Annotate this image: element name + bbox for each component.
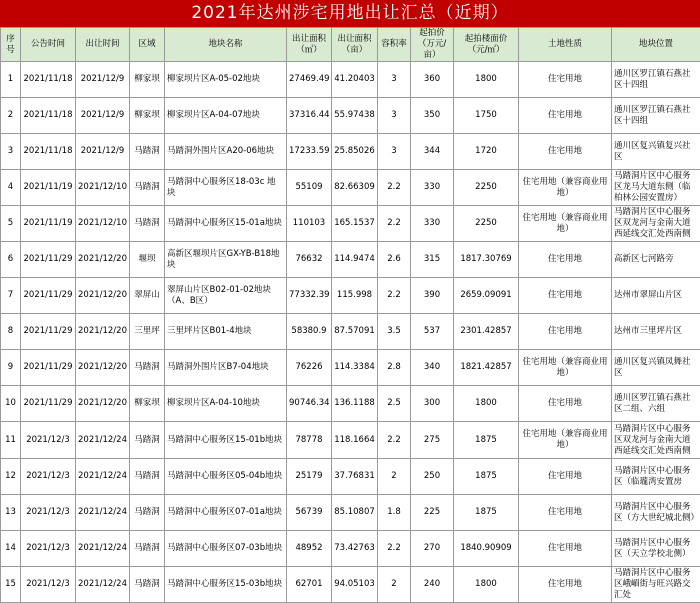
cell-seq: 4: [1, 170, 21, 206]
cell-announce-date: 2021/11/29: [21, 386, 76, 422]
column-header-land-use: 土地性质: [519, 28, 612, 62]
cell-start-price: 275: [411, 422, 454, 459]
cell-location: 马踏洞片区中心服务区峨嵋街与旺兴路交汇处: [612, 567, 700, 603]
cell-land-use: 住宅用地: [519, 242, 612, 278]
cell-land-use: 住宅用地: [519, 278, 612, 314]
cell-region: 堰坝: [130, 242, 165, 278]
table-row: [1, 62, 700, 98]
cell-area-sqm: 55109: [287, 170, 332, 206]
cell-start-floor-price: 1800: [454, 62, 519, 98]
column-header-transfer-date: 出让时间: [76, 28, 130, 62]
cell-area-sqm: 27469.49: [287, 62, 332, 98]
cell-seq: 14: [1, 531, 21, 567]
cell-area-mu: 73.42763: [332, 531, 378, 567]
column-header-start-price: 起拍价（万元/亩）: [411, 28, 454, 62]
table-row: [1, 531, 700, 567]
cell-transfer-date: 2021/12/9: [76, 98, 130, 134]
column-header-start-floor-price: 起拍楼面价（元/㎡）: [454, 28, 519, 62]
cell-area-mu: 118.1664: [332, 422, 378, 459]
cell-announce-date: 2021/11/18: [21, 98, 76, 134]
cell-area-mu: 114.9474: [332, 242, 378, 278]
cell-plot-ratio: 3: [378, 134, 411, 170]
cell-land-use: 住宅用地: [519, 386, 612, 422]
cell-land-use: 住宅用地: [519, 62, 612, 98]
cell-plot-ratio: 2: [378, 567, 411, 603]
cell-plot-ratio: 3: [378, 62, 411, 98]
cell-region: 马踏洞: [130, 134, 165, 170]
cell-land-use: 住宅用地: [519, 98, 612, 134]
cell-land-use: 住宅用地: [519, 459, 612, 495]
cell-parcel-name: 马踏洞中心服务区15-03b地块: [165, 567, 287, 603]
cell-announce-date: 2021/12/3: [21, 567, 76, 603]
cell-transfer-date: 2021/12/24: [76, 531, 130, 567]
cell-seq: 8: [1, 314, 21, 350]
cell-start-price: 225: [411, 495, 454, 531]
cell-parcel-name: 翠屏山片区B02-01-02地块（A、B区）: [165, 278, 287, 314]
cell-region: 翠屏山: [130, 278, 165, 314]
cell-area-sqm: 76226: [287, 350, 332, 386]
column-header-plot-ratio: 容积率: [378, 28, 411, 62]
cell-announce-date: 2021/11/29: [21, 242, 76, 278]
cell-location: 达州市三里坪片区: [612, 314, 700, 350]
cell-region: 马踏洞: [130, 170, 165, 206]
cell-land-use: 住宅用地: [519, 531, 612, 567]
cell-transfer-date: 2021/12/24: [76, 567, 130, 603]
cell-announce-date: 2021/11/19: [21, 170, 76, 206]
cell-area-mu: 37.76831: [332, 459, 378, 495]
cell-plot-ratio: 2.2: [378, 170, 411, 206]
column-header-location: 地块位置: [612, 28, 700, 62]
cell-transfer-date: 2021/12/10: [76, 170, 130, 206]
cell-transfer-date: 2021/12/9: [76, 62, 130, 98]
cell-announce-date: 2021/11/18: [21, 134, 76, 170]
cell-transfer-date: 2021/12/20: [76, 242, 130, 278]
cell-plot-ratio: 2.2: [378, 531, 411, 567]
cell-start-floor-price: 1840.90909: [454, 531, 519, 567]
cell-area-sqm: 25179: [287, 459, 332, 495]
cell-announce-date: 2021/11/18: [21, 62, 76, 98]
cell-plot-ratio: 3.5: [378, 314, 411, 350]
cell-region: 柳家坝: [130, 98, 165, 134]
cell-land-use: 住宅用地（兼容商业用地）: [519, 170, 612, 206]
table-row: [1, 350, 700, 386]
cell-area-mu: 94.05103: [332, 567, 378, 603]
cell-seq: 2: [1, 98, 21, 134]
cell-region: 马踏洞: [130, 350, 165, 386]
cell-location: 马踏洞片区中心服务区双龙河与金南大道西延线交汇处西南侧: [612, 206, 700, 242]
cell-start-floor-price: 1821.42857: [454, 350, 519, 386]
cell-seq: 11: [1, 422, 21, 459]
cell-land-use: 住宅用地: [519, 314, 612, 350]
column-header-region: 区域: [130, 28, 165, 62]
cell-plot-ratio: 3: [378, 98, 411, 134]
table-row: [1, 206, 700, 242]
cell-location: 通川区罗江镇石燕社区十四组: [612, 98, 700, 134]
cell-start-price: 344: [411, 134, 454, 170]
cell-area-mu: 41.20403: [332, 62, 378, 98]
cell-start-floor-price: 1720: [454, 134, 519, 170]
table-row: [1, 134, 700, 170]
cell-transfer-date: 2021/12/24: [76, 495, 130, 531]
cell-seq: 9: [1, 350, 21, 386]
table-row: [1, 386, 700, 422]
cell-area-sqm: 37316.44: [287, 98, 332, 134]
cell-area-sqm: 76632: [287, 242, 332, 278]
cell-area-sqm: 17233.59: [287, 134, 332, 170]
cell-plot-ratio: 2.8: [378, 350, 411, 386]
cell-seq: 5: [1, 206, 21, 242]
cell-start-price: 537: [411, 314, 454, 350]
cell-region: 马踏洞: [130, 495, 165, 531]
cell-parcel-name: 柳家坝片区A-05-02地块: [165, 62, 287, 98]
cell-region: 马踏洞: [130, 422, 165, 459]
cell-parcel-name: 高新区堰坝片区GX-YB-B18地块: [165, 242, 287, 278]
cell-area-mu: 114.3384: [332, 350, 378, 386]
cell-area-mu: 85.10807: [332, 495, 378, 531]
cell-location: 通川区复兴镇凤舞社区: [612, 350, 700, 386]
cell-parcel-name: 马踏洞中心服务区15-01b地块: [165, 422, 287, 459]
cell-location: 达州市翠屏山片区: [612, 278, 700, 314]
cell-region: 马踏洞: [130, 567, 165, 603]
cell-land-use: 住宅用地: [519, 134, 612, 170]
cell-start-price: 330: [411, 170, 454, 206]
cell-transfer-date: 2021/12/20: [76, 278, 130, 314]
cell-start-floor-price: 1800: [454, 567, 519, 603]
cell-transfer-date: 2021/12/20: [76, 314, 130, 350]
cell-transfer-date: 2021/12/20: [76, 350, 130, 386]
cell-announce-date: 2021/11/29: [21, 278, 76, 314]
cell-seq: 12: [1, 459, 21, 495]
cell-area-mu: 82.66309: [332, 170, 378, 206]
cell-seq: 7: [1, 278, 21, 314]
cell-plot-ratio: 1.8: [378, 495, 411, 531]
cell-area-sqm: 56739: [287, 495, 332, 531]
cell-area-sqm: 62701: [287, 567, 332, 603]
cell-parcel-name: 柳家坝片区A-04-10地块: [165, 386, 287, 422]
cell-parcel-name: 柳家坝片区A-04-07地块: [165, 98, 287, 134]
cell-start-price: 240: [411, 567, 454, 603]
cell-plot-ratio: 2.2: [378, 422, 411, 459]
cell-location: 通川区复兴镇复兴社区: [612, 134, 700, 170]
cell-start-floor-price: 1875: [454, 422, 519, 459]
cell-area-sqm: 48952: [287, 531, 332, 567]
cell-transfer-date: 2021/12/10: [76, 206, 130, 242]
cell-location: 通川区罗江镇石燕社区二组、六组: [612, 386, 700, 422]
table-row: [1, 495, 700, 531]
cell-land-use: 住宅用地（兼容商业用地）: [519, 422, 612, 459]
table-row: [1, 422, 700, 459]
table-row: [1, 278, 700, 314]
cell-transfer-date: 2021/12/9: [76, 134, 130, 170]
cell-parcel-name: 马踏洞中心服务区07-01a地块: [165, 495, 287, 531]
cell-plot-ratio: 2.2: [378, 278, 411, 314]
cell-location: 马踏洞片区中心服务区龙马大道东侧（临柏林公园安置房）: [612, 170, 700, 206]
cell-region: 柳家坝: [130, 386, 165, 422]
cell-area-mu: 115.998: [332, 278, 378, 314]
cell-seq: 1: [1, 62, 21, 98]
table-body: [1, 62, 700, 603]
cell-location: 高新区七河路旁: [612, 242, 700, 278]
cell-start-floor-price: 1817.30769: [454, 242, 519, 278]
cell-transfer-date: 2021/12/24: [76, 459, 130, 495]
cell-plot-ratio: 2: [378, 459, 411, 495]
cell-start-price: 315: [411, 242, 454, 278]
table-header-row: [1, 28, 700, 62]
cell-area-sqm: 77332.39: [287, 278, 332, 314]
cell-announce-date: 2021/12/3: [21, 495, 76, 531]
cell-start-price: 350: [411, 98, 454, 134]
cell-parcel-name: 马踏洞外围片区A20-06地块: [165, 134, 287, 170]
cell-start-price: 250: [411, 459, 454, 495]
cell-parcel-name: 马踏洞中心服务区15-01a地块: [165, 206, 287, 242]
table-row: [1, 459, 700, 495]
cell-parcel-name: 马踏洞中心服务区05-04b地块: [165, 459, 287, 495]
cell-start-floor-price: 1875: [454, 459, 519, 495]
cell-area-mu: 87.57091: [332, 314, 378, 350]
cell-start-floor-price: 1800: [454, 386, 519, 422]
cell-area-mu: 165.1537: [332, 206, 378, 242]
cell-land-use: 住宅用地: [519, 567, 612, 603]
cell-announce-date: 2021/11/19: [21, 206, 76, 242]
cell-location: 马踏洞片区中心服务区（临瓏湾安置房: [612, 459, 700, 495]
cell-plot-ratio: 2.2: [378, 206, 411, 242]
cell-seq: 13: [1, 495, 21, 531]
cell-location: 马踏洞片区中心服务区（方大世纪城北侧）: [612, 495, 700, 531]
cell-announce-date: 2021/11/29: [21, 314, 76, 350]
cell-transfer-date: 2021/12/24: [76, 422, 130, 459]
cell-parcel-name: 三里坪片区B01-4地块: [165, 314, 287, 350]
cell-seq: 15: [1, 567, 21, 603]
cell-region: 柳家坝: [130, 62, 165, 98]
cell-start-price: 360: [411, 62, 454, 98]
cell-location: 通川区罗江镇石燕社区十四组: [612, 62, 700, 98]
cell-start-price: 390: [411, 278, 454, 314]
cell-location: 马踏洞片区中心服务区（天立学校北侧）: [612, 531, 700, 567]
table-row: [1, 98, 700, 134]
cell-start-floor-price: 2301.42857: [454, 314, 519, 350]
cell-announce-date: 2021/12/3: [21, 422, 76, 459]
table-row: [1, 314, 700, 350]
column-header-seq: 序号: [1, 28, 21, 62]
cell-announce-date: 2021/11/29: [21, 350, 76, 386]
cell-plot-ratio: 2.6: [378, 242, 411, 278]
cell-area-sqm: 78778: [287, 422, 332, 459]
land-transfer-table: [0, 27, 700, 603]
table-row: [1, 567, 700, 603]
cell-land-use: 住宅用地: [519, 495, 612, 531]
cell-area-mu: 136.1188: [332, 386, 378, 422]
cell-seq: 6: [1, 242, 21, 278]
cell-area-sqm: 110103: [287, 206, 332, 242]
cell-start-price: 340: [411, 350, 454, 386]
cell-plot-ratio: 2.5: [378, 386, 411, 422]
cell-start-floor-price: 1875: [454, 495, 519, 531]
cell-start-price: 330: [411, 206, 454, 242]
cell-area-sqm: 58380.9: [287, 314, 332, 350]
page-title: 2021年达州涉宅用地出让汇总（近期）: [0, 0, 700, 27]
cell-area-sqm: 90746.34: [287, 386, 332, 422]
cell-region: 马踏洞: [130, 531, 165, 567]
cell-seq: 3: [1, 134, 21, 170]
cell-region: 马踏洞: [130, 459, 165, 495]
cell-start-floor-price: 1750: [454, 98, 519, 134]
table-row: [1, 242, 700, 278]
cell-start-floor-price: 2250: [454, 170, 519, 206]
table-row: [1, 170, 700, 206]
column-header-area-mu: 出让面积（亩）: [332, 28, 378, 62]
cell-transfer-date: 2021/12/20: [76, 386, 130, 422]
column-header-announce-date: 公告时间: [21, 28, 76, 62]
cell-start-floor-price: 2659.09091: [454, 278, 519, 314]
cell-start-floor-price: 2250: [454, 206, 519, 242]
cell-parcel-name: 马踏洞外围片区B7-04地块: [165, 350, 287, 386]
cell-announce-date: 2021/12/3: [21, 459, 76, 495]
column-header-parcel-name: 地块名称: [165, 28, 287, 62]
cell-land-use: 住宅用地（兼容商业用地）: [519, 350, 612, 386]
column-header-area-sqm: 出让面积（㎡）: [287, 28, 332, 62]
cell-area-mu: 55.97438: [332, 98, 378, 134]
cell-start-price: 300: [411, 386, 454, 422]
cell-area-mu: 25.85026: [332, 134, 378, 170]
cell-announce-date: 2021/12/3: [21, 531, 76, 567]
cell-seq: 10: [1, 386, 21, 422]
cell-parcel-name: 马踏洞中心服务区07-03b地块: [165, 531, 287, 567]
cell-start-price: 270: [411, 531, 454, 567]
cell-region: 三里坪: [130, 314, 165, 350]
cell-parcel-name: 马踏洞中心服务区18-03c 地块: [165, 170, 287, 206]
cell-region: 马踏洞: [130, 206, 165, 242]
cell-land-use: 住宅用地（兼容商业用地）: [519, 206, 612, 242]
cell-location: 马踏洞片区中心服务区双龙河与金南大道西延线交汇处西南侧: [612, 422, 700, 459]
